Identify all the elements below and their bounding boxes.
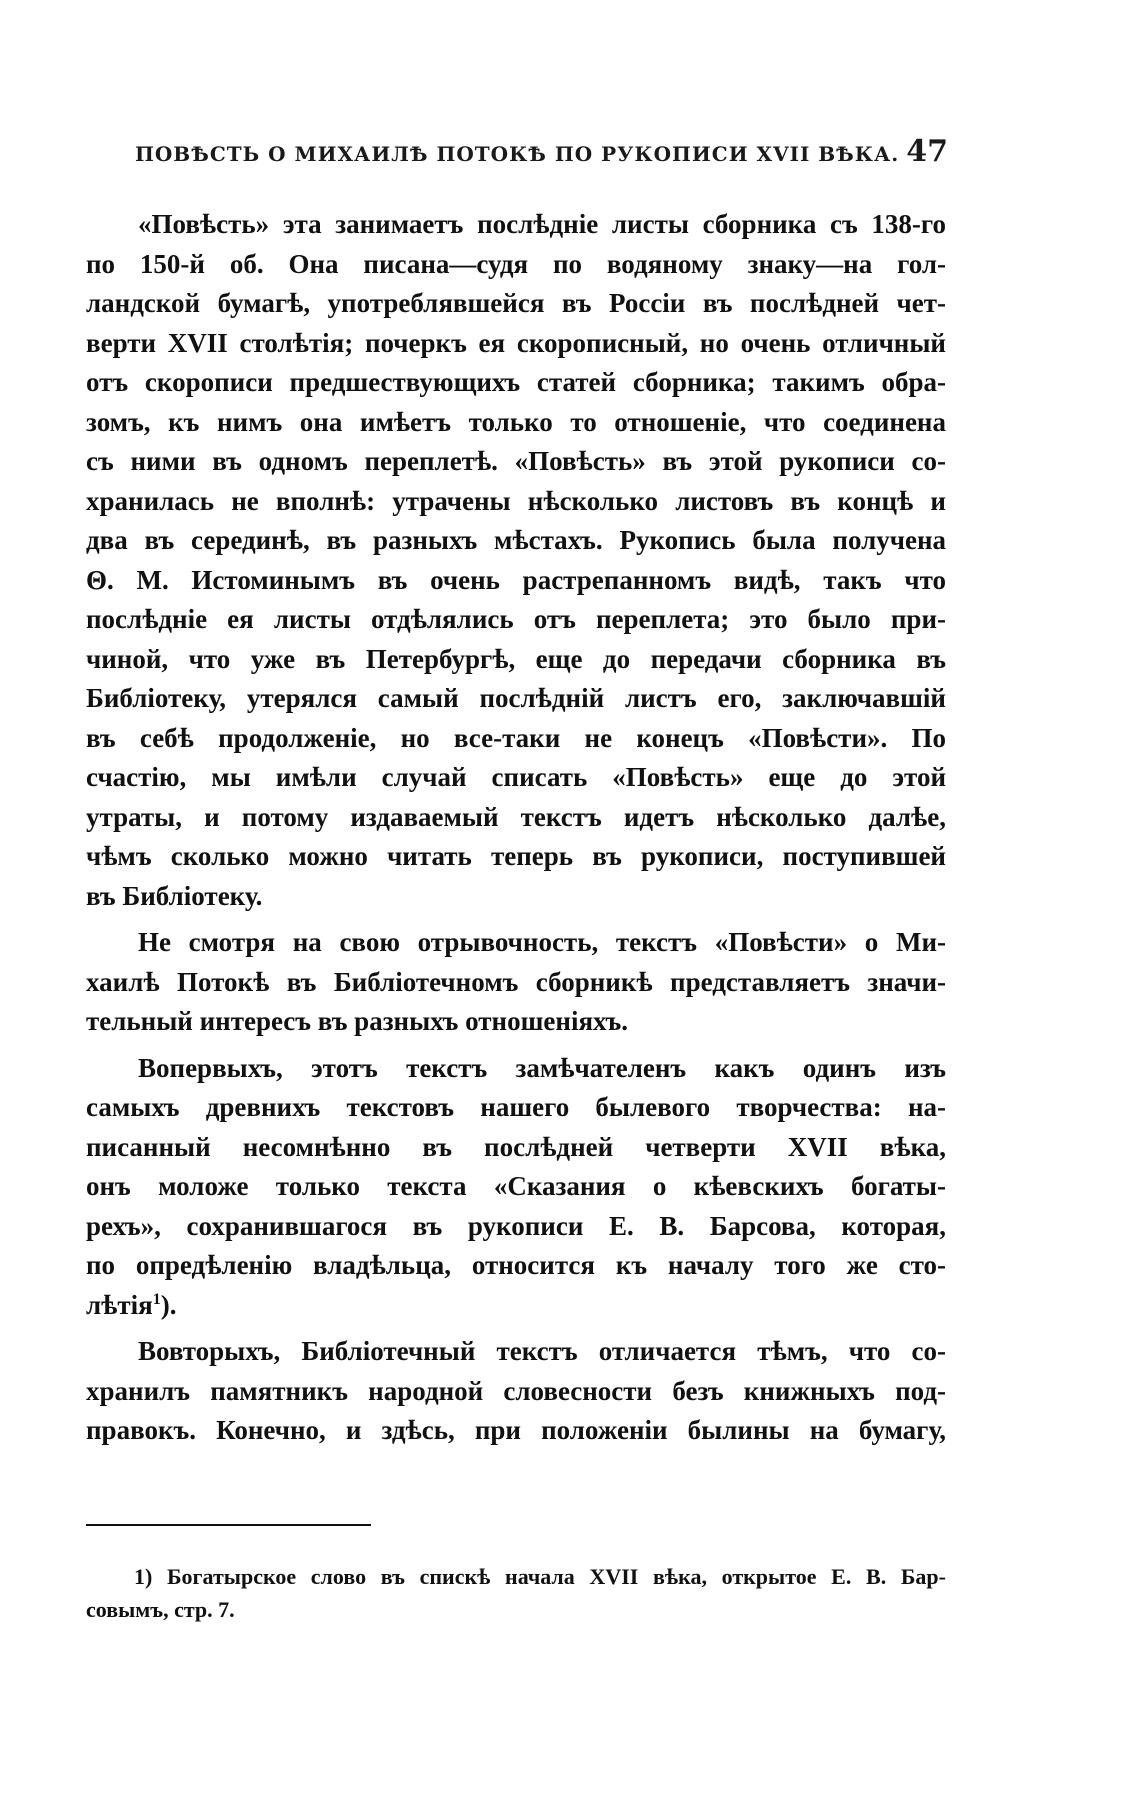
text-line: два въ серединѣ, въ разныхъ мѣстахъ. Рукопись была получена — [86, 525, 946, 555]
text-line: Не смотря на свою отрывочность, текстъ «Повѣсти» о Ми- — [138, 927, 946, 957]
text-line: «Повѣсть» эта занимаетъ послѣдніе листы сборника съ 138-го — [138, 209, 946, 239]
text-line: хранилъ памятникъ народной словесности безъ книжныхъ под- — [86, 1375, 946, 1406]
text-line — [86, 1286, 946, 1326]
text-fragment: ). — [160, 1289, 177, 1320]
text-line: чиной, что уже въ Петербургѣ, еще до передачи сборника въ — [86, 643, 946, 674]
text-line: тельный интересъ въ разныхъ отношеніяхъ. — [86, 1006, 629, 1036]
paragraph-3 — [86, 1049, 946, 1326]
paragraph-1 — [86, 205, 946, 916]
text-line: отъ скорописи предшествующихъ статей сборника; такимъ обра- — [86, 367, 946, 397]
text-line: самыхъ древнихъ текстовъ нашего былевого творчества: на- — [86, 1092, 946, 1122]
text-line: Библіотеку, утерялся самый послѣдній листъ его, заключавшій — [86, 683, 946, 713]
text-line: съ ними въ одномъ переплетѣ. «Повѣсть» въ этой рукописи со- — [86, 446, 946, 476]
text-line: верти XVII столѣтія; почеркъ ея скорописный, но очень отличный — [86, 327, 946, 358]
text-line: хранилась не вполнѣ: утрачены нѣсколько листовъ въ концѣ и — [86, 485, 946, 516]
text-line: рехъ», сохранившагося въ рукописи Е. В. Барсова, которая, — [86, 1210, 946, 1241]
text-line: ландской бумагѣ, употреблявшейся въ Россіи въ послѣдней чет- — [86, 288, 946, 318]
footnote-rule — [86, 1524, 371, 1526]
text-fragment: лѣтія — [86, 1289, 153, 1320]
text-line: по 150-й об. Она писана—судя по водяному знаку—на гол- — [86, 248, 946, 279]
text-line: писанный несомнѣнно въ послѣдней четверти XVII вѣка, — [86, 1131, 946, 1162]
text-line: въ Библіотеку. — [86, 880, 263, 911]
text-line: послѣдніе ея листы отдѣлялись отъ переплета; это было при- — [86, 604, 946, 634]
text-line: счастію, мы имѣли случай списать «Повѣсть» еще до этой — [86, 762, 946, 792]
paragraph-4 — [86, 1332, 946, 1451]
footnote-line: 1) Богатырское слово въ спискѣ начала XVII вѣка, открытое Е. В. Бар- — [134, 1564, 946, 1589]
text-line: Θ. М. Истоминымъ въ очень растрепанномъ видѣ, такъ что — [86, 564, 946, 595]
text-line: хаилѣ Потокѣ въ Библіотечномъ сборникѣ представляетъ значи- — [86, 966, 946, 997]
running-head — [135, 134, 950, 174]
paragraph-2 — [86, 923, 946, 1042]
text-line: Вопервыхъ, этотъ текстъ замѣчателенъ какъ одинъ изъ — [138, 1052, 946, 1083]
page-number: 47 — [906, 134, 948, 169]
text-line: зомъ, къ нимъ она имѣетъ только то отношеніе, что соединена — [86, 406, 946, 437]
text-line: онъ моложе только текста «Сказания о кѣевскихъ богаты- — [86, 1171, 946, 1201]
body-text — [86, 205, 946, 1451]
footnote-marker: 1 — [152, 1290, 161, 1308]
text-line: утраты, и потому издаваемый текстъ идетъ нѣсколько далѣе, — [86, 801, 946, 832]
running-title: ПОВѢСТЬ О МИХАИЛѢ ПОТОКѢ ПО РУКОПИСИ XVII ВѢКА. — [135, 142, 900, 166]
text-line: правокъ. Конечно, и здѣсь, при положеніи былины на бумагу, — [86, 1415, 946, 1445]
text-line: чѣмъ сколько можно читать теперь въ рукописи, поступившей — [86, 841, 946, 871]
text-line: по опредѣленію владѣльца, относится къ началу того же сто- — [86, 1250, 946, 1280]
text-line: Вовторыхъ, Библіотечный текстъ отличается тѣмъ, что со- — [138, 1336, 946, 1366]
footnote-line: совымъ, стр. 7. — [86, 1597, 235, 1622]
footnote — [86, 1560, 946, 1626]
text-line: въ себѣ продолженіе, но все-таки не конецъ «Повѣсти». По — [86, 722, 946, 753]
